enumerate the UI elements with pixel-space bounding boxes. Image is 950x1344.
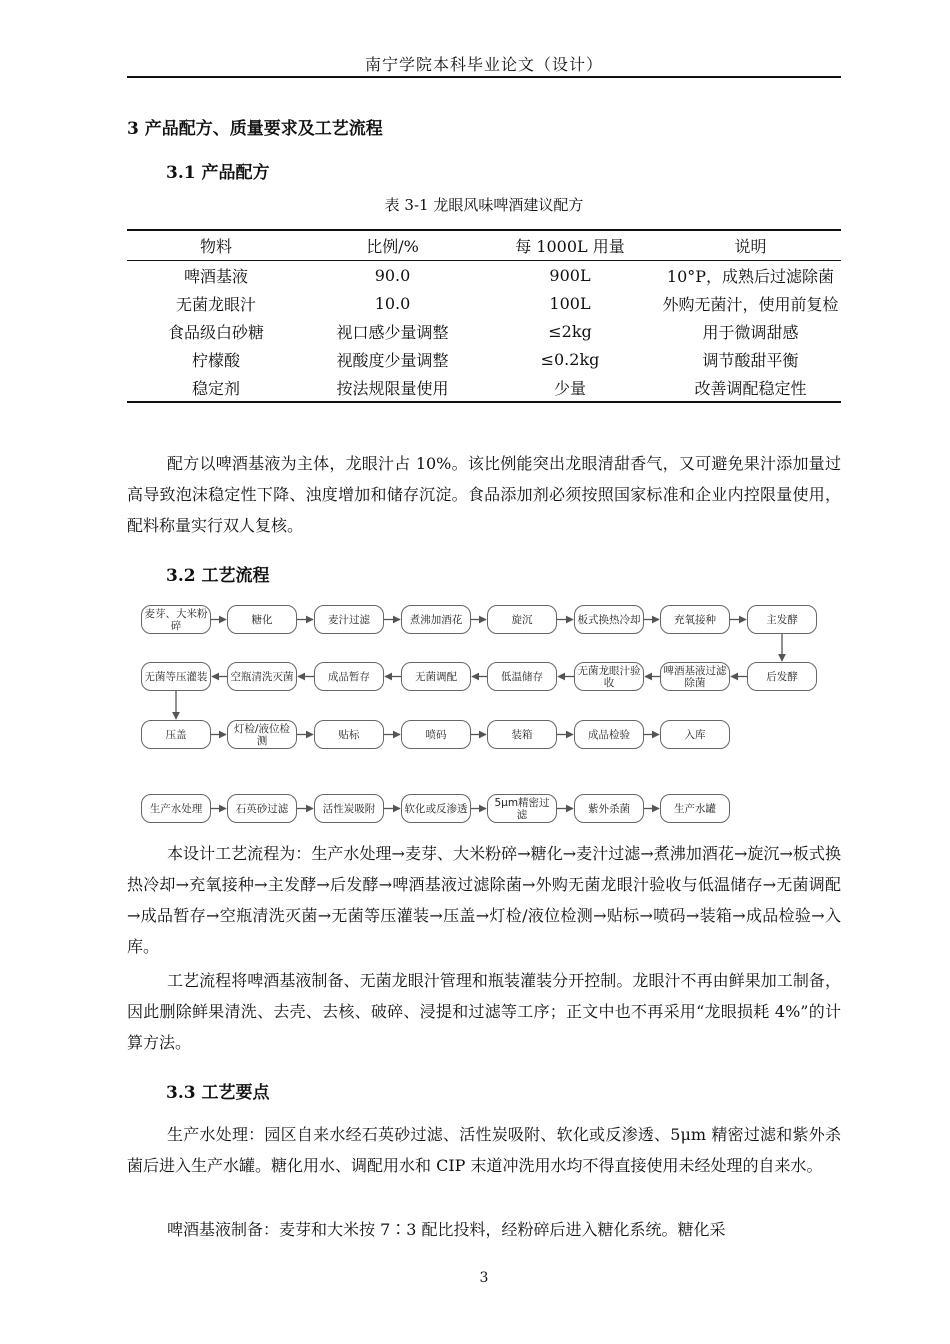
flow-box: 生产水处理 xyxy=(141,794,211,823)
table-cell: ≤2kg xyxy=(548,321,592,341)
table-cell: 食品级白砂糖 xyxy=(167,322,264,342)
flow-box: 板式换热冷却 xyxy=(574,605,644,634)
flow-box: 啤酒基液过滤除菌 xyxy=(660,662,730,691)
table-row xyxy=(127,317,841,345)
formula-table xyxy=(127,229,841,403)
table-cell: 外购无菌汁，使用前复检 xyxy=(662,294,839,314)
flow-box: 空瓶清洗灭菌 xyxy=(227,662,297,691)
table-header-cell: 每 1000L 用量 xyxy=(480,230,660,261)
table-header-cell: 说明 xyxy=(660,230,841,261)
subsection-title-3-3: 3.3 工艺要点 xyxy=(166,1083,270,1103)
flow-box: 灯检/液位检测 xyxy=(227,720,297,749)
flow-box: 煮沸加酒花 xyxy=(401,605,471,634)
table-cell: 少量 xyxy=(480,373,660,402)
flow-box: 旋沉 xyxy=(487,605,557,634)
table-cell: 调节酸甜平衡 xyxy=(702,350,799,370)
flow-box: 装箱 xyxy=(487,720,557,749)
table-cell: 稳定剂 xyxy=(127,373,305,402)
table-cell: 10°P，成熟后过滤除菌 xyxy=(666,266,835,286)
table-header-row xyxy=(127,230,841,261)
flow-box: 软化或反渗透 xyxy=(401,794,471,823)
paragraph-formula: 配方以啤酒基液为主体，龙眼汁占 10%。该比例能突出龙眼清甜香气，又可避免果汁添加量过高导致泡沫稳定性下降、浊度增加和储存沉淀。食品添加剂必须按照国家标准和企业内控限量使用，配料称量实行双人复核。 xyxy=(127,454,841,535)
flow-box: 5μm精密过滤 xyxy=(487,794,557,823)
flow-box: 贴标 xyxy=(314,720,384,749)
flow-box: 低温储存 xyxy=(487,662,557,691)
table-cell: 改善调配稳定性 xyxy=(660,373,841,402)
table-header-cell: 物料 xyxy=(127,230,305,261)
flow-box: 麦汁过滤 xyxy=(314,605,384,634)
paragraph-flow-description: 本设计工艺流程为：生产水处理→麦芽、大米粉碎→糖化→麦汁过滤→煮沸加酒花→旋沉→板式换热冷却→充氧接种→主发酵→后发酵→啤酒基液过滤除菌→外购无菌龙眼汁验收与低温储存→无菌调配→成品暂存→空瓶清洗灭菌→无菌等压灌装→压盖→灯检/液位检测→贴标→喷码→装箱→成品检验→入库。 xyxy=(127,844,841,956)
flow-box: 石英砂过滤 xyxy=(227,794,297,823)
paragraph-beer-base: 啤酒基液制备：麦芽和大米按 7∶3 配比投料，经粉碎后进入糖化系统。糖化采 xyxy=(167,1220,726,1239)
flow-box: 充氧接种 xyxy=(660,605,730,634)
paragraph-water-treatment: 生产水处理：园区自来水经石英砂过滤、活性炭吸附、软化或反渗透、5μm 精密过滤和紫外杀菌后进入生产水罐。糖化用水、调配用水和 CIP 末道冲洗用水均不得直接使用未经处理的自来水。 xyxy=(127,1125,841,1175)
flow-box: 麦芽、大米粉碎 xyxy=(141,605,211,634)
table-cell: 视酸度少量调整 xyxy=(336,350,449,370)
table-cell: 900L xyxy=(549,265,591,285)
table-cell: 啤酒基液 xyxy=(183,266,248,286)
flow-box: 活性炭吸附 xyxy=(314,794,384,823)
flow-box: 后发酵 xyxy=(747,662,817,691)
table-cell: 90.0 xyxy=(374,265,411,285)
flow-box: 成品检验 xyxy=(574,720,644,749)
flow-box: 紫外杀菌 xyxy=(574,794,644,823)
flow-box: 无菌调配 xyxy=(401,662,471,691)
table-row xyxy=(127,289,841,317)
table-cell: 视口感少量调整 xyxy=(336,322,449,342)
table-caption: 表 3-1 龙眼风味啤酒建议配方 xyxy=(384,196,584,214)
page-number: 3 xyxy=(479,1270,489,1286)
table-cell: 按法规限量使用 xyxy=(305,373,480,402)
flow-box: 糖化 xyxy=(227,605,297,634)
flow-box: 主发酵 xyxy=(747,605,817,634)
table-cell: ≤0.2kg xyxy=(540,349,600,369)
header-rule xyxy=(127,76,841,78)
table-row xyxy=(127,373,841,402)
table-row xyxy=(127,261,841,290)
subsection-title-3-2: 3.2 工艺流程 xyxy=(166,566,270,586)
section-title: 3 产品配方、质量要求及工艺流程 xyxy=(127,119,383,139)
table-cell: 用于微调甜感 xyxy=(702,322,799,342)
page-header: 南宁学院本科毕业论文（设计） xyxy=(364,55,603,74)
flow-box: 入库 xyxy=(660,720,730,749)
flow-box: 无菌等压灌装 xyxy=(141,662,211,691)
table-cell: 100L xyxy=(549,293,591,313)
flow-box: 喷码 xyxy=(401,720,471,749)
table-cell: 无菌龙眼汁 xyxy=(175,294,256,314)
subsection-title-3-1: 3.1 产品配方 xyxy=(166,163,270,183)
table-cell: 10.0 xyxy=(374,293,411,313)
process-flow-diagram xyxy=(137,596,827,828)
flow-box: 成品暂存 xyxy=(314,662,384,691)
flow-box: 无菌龙眼汁验收 xyxy=(574,662,644,691)
table-row xyxy=(127,345,841,373)
table-header-cell: 比例/% xyxy=(305,230,480,261)
table-cell: 柠檬酸 xyxy=(191,350,240,370)
flow-box: 压盖 xyxy=(141,720,211,749)
flow-box: 生产水罐 xyxy=(660,794,730,823)
paragraph-flow-control: 工艺流程将啤酒基液制备、无菌龙眼汁管理和瓶装灌装分开控制。龙眼汁不再由鲜果加工制备，因此删除鲜果清洗、去壳、去核、破碎、浸提和过滤等工序；正文中也不再采用“龙眼损耗 4%”的计算方法。 xyxy=(127,971,841,1052)
